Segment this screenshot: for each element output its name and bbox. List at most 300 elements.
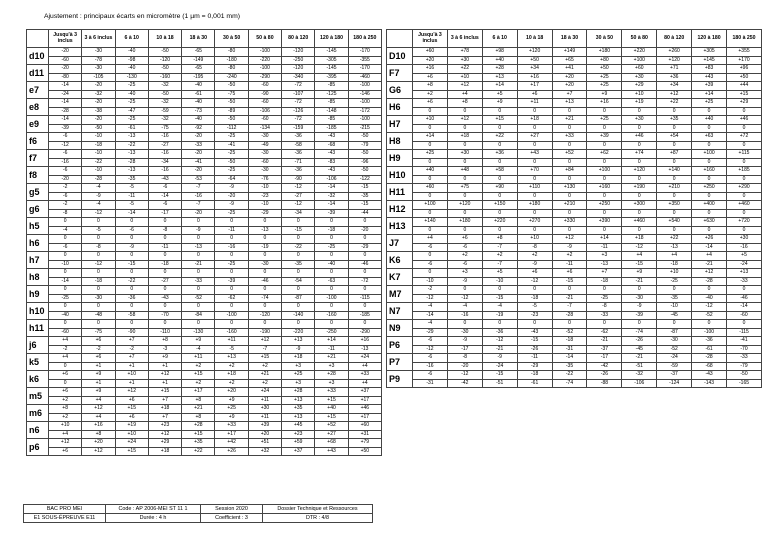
footer-duration: Durée : 4 h [106, 514, 201, 523]
footer-code: Code : AP 2006-MEI ST 11 1 [106, 505, 201, 514]
table-row [387, 337, 762, 346]
lower-deviation-cell: 0 [552, 175, 587, 184]
upper-deviation-cell: +33 [552, 133, 587, 142]
column-header: 3 à 6 inclus [447, 30, 482, 48]
corner-cell [27, 30, 49, 48]
upper-deviation-cell: +24 [115, 439, 148, 448]
lower-deviation-cell: -120 [248, 311, 281, 320]
tolerance-class-label: e7 [27, 82, 49, 99]
lower-deviation-cell: -115 [348, 294, 381, 303]
tolerance-class-label: J7 [387, 235, 413, 252]
lower-deviation-cell: -68 [692, 362, 727, 371]
upper-deviation-cell: -30 [82, 65, 115, 74]
lower-deviation-cell: -19 [482, 311, 517, 320]
lower-deviation-cell: 0 [587, 192, 622, 201]
table-row [27, 328, 382, 337]
lower-deviation-cell: 0 [622, 107, 657, 116]
lower-deviation-cell: -106 [622, 379, 657, 388]
upper-deviation-cell: +46 [727, 116, 762, 125]
upper-deviation-cell: 0 [248, 218, 281, 227]
upper-deviation-cell: +28 [182, 422, 215, 431]
lower-deviation-cell: -43 [148, 175, 181, 184]
lower-deviation-cell: 0 [413, 107, 448, 116]
upper-deviation-cell: +8 [49, 405, 82, 414]
upper-deviation-cell: 0 [447, 320, 482, 329]
upper-deviation-cell: 0 [348, 269, 381, 278]
table-row [387, 362, 762, 371]
tolerance-class-label: h8 [27, 269, 49, 286]
lower-deviation-cell: +30 [622, 73, 657, 82]
upper-deviation-cell: +36 [482, 150, 517, 159]
lower-deviation-cell: -3 [148, 345, 181, 354]
lower-deviation-cell: 0 [482, 124, 517, 133]
footer-row-1 [24, 505, 373, 514]
upper-deviation-cell: -30 [248, 167, 281, 176]
upper-deviation-cell: 0 [315, 218, 348, 227]
upper-deviation-cell: +15 [248, 354, 281, 363]
upper-deviation-cell: +79 [348, 439, 381, 448]
upper-deviation-cell: +26 [692, 235, 727, 244]
upper-deviation-cell: 0 [517, 320, 552, 329]
lower-deviation-cell: -106 [248, 107, 281, 116]
lower-deviation-cell: +9 [215, 396, 248, 405]
upper-deviation-cell: +7 [587, 269, 622, 278]
lower-deviation-cell: -12 [49, 141, 82, 150]
lower-deviation-cell: -68 [315, 141, 348, 150]
table-row [387, 56, 762, 65]
lower-deviation-cell: 0 [727, 124, 762, 133]
lower-deviation-cell: -47 [115, 107, 148, 116]
lower-deviation-cell: -140 [282, 311, 315, 320]
upper-deviation-cell: -14 [727, 303, 762, 312]
upper-deviation-cell: +28 [482, 65, 517, 74]
upper-deviation-cell: +16 [82, 422, 115, 431]
upper-deviation-cell: +8 [447, 99, 482, 108]
lower-deviation-cell: 0 [447, 226, 482, 235]
lower-deviation-cell: -78 [82, 56, 115, 65]
table-row [27, 116, 382, 125]
lower-deviation-cell: 0 [552, 209, 587, 218]
lower-deviation-cell: -25 [215, 260, 248, 269]
lower-deviation-cell: 0 [587, 124, 622, 133]
upper-deviation-cell: 0 [115, 269, 148, 278]
lower-deviation-cell: +6 [413, 73, 448, 82]
lower-deviation-cell: -54 [282, 277, 315, 286]
lower-deviation-cell: +16 [517, 73, 552, 82]
lower-deviation-cell: +13 [282, 413, 315, 422]
lower-deviation-cell: -62 [215, 294, 248, 303]
upper-deviation-cell: +50 [587, 65, 622, 74]
lower-deviation-cell: -395 [315, 73, 348, 82]
lower-deviation-cell: 0 [622, 226, 657, 235]
table-row [27, 73, 382, 82]
lower-deviation-cell: -28 [692, 277, 727, 286]
lower-deviation-cell: 0 [413, 226, 448, 235]
upper-deviation-cell: +17 [517, 82, 552, 91]
lower-deviation-cell: -107 [282, 90, 315, 99]
lower-deviation-cell: -29 [348, 243, 381, 252]
upper-deviation-cell: +8 [148, 337, 181, 346]
lower-deviation-cell: -143 [692, 379, 727, 388]
upper-deviation-cell: -60 [248, 82, 281, 91]
table-row [27, 226, 382, 235]
upper-deviation-cell: +18 [622, 235, 657, 244]
upper-deviation-cell: -7 [182, 184, 215, 193]
upper-deviation-cell: 0 [282, 218, 315, 227]
lower-deviation-cell: -22 [115, 141, 148, 150]
upper-deviation-cell: -4 [447, 303, 482, 312]
lower-deviation-cell: -40 [115, 90, 148, 99]
lower-deviation-cell: +4 [49, 430, 82, 439]
upper-deviation-cell: +20 [215, 388, 248, 397]
column-header: 10 à 18 [148, 30, 181, 48]
table-row [387, 116, 762, 125]
lower-deviation-cell: +9 [215, 413, 248, 422]
lower-deviation-cell: -24 [482, 362, 517, 371]
upper-deviation-cell: -32 [148, 99, 181, 108]
lower-deviation-cell: -6 [413, 243, 448, 252]
tolerance-class-label: P7 [387, 354, 413, 371]
lower-deviation-cell: -35 [115, 175, 148, 184]
lower-deviation-cell: 0 [657, 226, 692, 235]
lower-deviation-cell: +10 [115, 430, 148, 439]
upper-deviation-cell: +63 [692, 133, 727, 142]
upper-deviation-cell: +6 [447, 235, 482, 244]
lower-deviation-cell: -24 [727, 260, 762, 269]
lower-deviation-cell: -74 [622, 328, 657, 337]
lower-deviation-cell: 0 [622, 158, 657, 167]
lower-deviation-cell: -149 [182, 56, 215, 65]
lower-deviation-cell: -165 [727, 379, 762, 388]
upper-deviation-cell: -50 [148, 48, 181, 57]
upper-deviation-cell: -50 [215, 116, 248, 125]
lower-deviation-cell: -20 [49, 175, 82, 184]
table-row [387, 141, 762, 150]
upper-deviation-cell: +460 [727, 201, 762, 210]
upper-deviation-cell: -25 [115, 82, 148, 91]
upper-deviation-cell: -43 [315, 150, 348, 159]
lower-deviation-cell: -250 [282, 56, 315, 65]
lower-deviation-cell: +3 [315, 379, 348, 388]
lower-deviation-cell: -25 [587, 294, 622, 303]
lower-deviation-cell: -15 [115, 260, 148, 269]
footer-dossier: Dossier Technique et Ressources [263, 505, 373, 514]
upper-deviation-cell: +149 [552, 48, 587, 57]
table-row [387, 167, 762, 176]
lower-deviation-cell: +2 [215, 379, 248, 388]
table-row [27, 150, 382, 159]
upper-deviation-cell: -6 [413, 354, 448, 363]
upper-deviation-cell: 0 [248, 269, 281, 278]
upper-deviation-cell: -72 [282, 82, 315, 91]
upper-deviation-cell: 0 [82, 320, 115, 329]
upper-deviation-cell: 0 [248, 303, 281, 312]
table-row [27, 439, 382, 448]
tolerance-class-label: H11 [387, 184, 413, 201]
upper-deviation-cell: -7 [182, 201, 215, 210]
lower-deviation-cell: -8 [148, 226, 181, 235]
table-row [27, 209, 382, 218]
lower-deviation-cell: -125 [315, 90, 348, 99]
upper-deviation-cell: -20 [82, 99, 115, 108]
lower-deviation-cell: -52 [692, 311, 727, 320]
lower-deviation-cell: -16 [182, 192, 215, 201]
lower-deviation-cell: -90 [282, 175, 315, 184]
lower-deviation-cell: -43 [517, 328, 552, 337]
lower-deviation-cell: +6 [115, 413, 148, 422]
lower-deviation-cell: -50 [148, 90, 181, 99]
table-row [27, 192, 382, 201]
upper-deviation-cell: 0 [115, 218, 148, 227]
table-row [27, 107, 382, 116]
upper-deviation-cell: -16 [148, 133, 181, 142]
table-row [27, 99, 382, 108]
lower-deviation-cell: 0 [552, 124, 587, 133]
upper-deviation-cell: -2 [49, 201, 82, 210]
upper-deviation-cell: +59 [282, 439, 315, 448]
upper-deviation-cell: -10 [248, 184, 281, 193]
tolerance-class-label: M7 [387, 286, 413, 303]
table-row [27, 422, 382, 431]
upper-deviation-cell: 0 [482, 320, 517, 329]
lower-deviation-cell: +2 [248, 379, 281, 388]
footer-session: Session 2020 [201, 505, 263, 514]
upper-deviation-cell: +25 [587, 116, 622, 125]
upper-deviation-cell: +100 [413, 201, 448, 210]
lower-deviation-cell: 0 [587, 107, 622, 116]
upper-deviation-cell: 0 [182, 320, 215, 329]
table-row [387, 175, 762, 184]
upper-deviation-cell: -30 [82, 48, 115, 57]
column-header: 18 à 30 [552, 30, 587, 48]
lower-deviation-cell: -39 [49, 124, 82, 133]
table-row [387, 65, 762, 74]
upper-deviation-cell: +180 [517, 201, 552, 210]
table-row [27, 48, 382, 57]
upper-deviation-cell: -37 [657, 371, 692, 380]
upper-deviation-cell: -18 [552, 337, 587, 346]
lower-deviation-cell: -59 [657, 362, 692, 371]
column-header: Jusqu'à 3 inclus [413, 30, 448, 48]
upper-deviation-cell: +30 [248, 405, 281, 414]
upper-deviation-cell: -26 [622, 337, 657, 346]
tolerance-class-label: G6 [387, 82, 413, 99]
upper-deviation-cell: -120 [282, 65, 315, 74]
upper-deviation-cell: +25 [692, 99, 727, 108]
lower-deviation-cell: -12 [413, 345, 448, 354]
upper-deviation-cell: +12 [692, 269, 727, 278]
upper-deviation-cell: +16 [348, 337, 381, 346]
lower-deviation-cell: -4 [49, 226, 82, 235]
lower-deviation-cell: -16 [727, 243, 762, 252]
lower-deviation-cell: -195 [182, 73, 215, 82]
lower-deviation-cell: 0 [482, 226, 517, 235]
upper-deviation-cell: +6 [49, 371, 82, 380]
lower-deviation-cell: -220 [248, 56, 281, 65]
table-row [27, 337, 382, 346]
lower-deviation-cell: 0 [657, 158, 692, 167]
lower-deviation-cell: -74 [248, 294, 281, 303]
lower-deviation-cell: -120 [148, 56, 181, 65]
lower-deviation-cell: -23 [517, 311, 552, 320]
upper-deviation-cell: -20 [182, 133, 215, 142]
upper-deviation-cell: +39 [248, 422, 281, 431]
upper-deviation-cell: +10 [49, 422, 82, 431]
upper-deviation-cell: -60 [248, 99, 281, 108]
page-title: Ajustement : principaux écarts en micromètre (1 µm = 0,001 mm) [44, 13, 240, 20]
upper-deviation-cell: -8 [447, 354, 482, 363]
upper-deviation-cell: -50 [348, 150, 381, 159]
lower-deviation-cell: -7 [248, 345, 281, 354]
lower-deviation-cell: -59 [148, 107, 181, 116]
lower-deviation-cell: -180 [215, 56, 248, 65]
lower-deviation-cell: +26 [215, 447, 248, 456]
tolerance-class-label: d10 [27, 48, 49, 65]
lower-deviation-cell: -49 [248, 141, 281, 150]
lower-deviation-cell: +2 [248, 362, 281, 371]
lower-deviation-cell: 0 [49, 362, 82, 371]
lower-deviation-cell: +15 [315, 396, 348, 405]
upper-deviation-cell: -21 [587, 337, 622, 346]
upper-deviation-cell: -36 [282, 150, 315, 159]
lower-deviation-cell: -220 [282, 328, 315, 337]
upper-deviation-cell: +96 [727, 65, 762, 74]
upper-deviation-cell: +185 [727, 167, 762, 176]
table-row [387, 277, 762, 286]
upper-deviation-cell: +11 [215, 337, 248, 346]
upper-deviation-cell: +58 [482, 167, 517, 176]
lower-deviation-cell: -130 [182, 328, 215, 337]
table-row [27, 124, 382, 133]
upper-deviation-cell: +10 [657, 269, 692, 278]
upper-deviation-cell: +100 [587, 167, 622, 176]
upper-deviation-cell: +60 [413, 48, 448, 57]
tolerance-class-label: d11 [27, 65, 49, 82]
lower-deviation-cell: +65 [552, 56, 587, 65]
upper-deviation-cell: -20 [49, 48, 82, 57]
upper-deviation-cell: +12 [447, 116, 482, 125]
lower-deviation-cell: -250 [315, 328, 348, 337]
table-row [387, 158, 762, 167]
lower-deviation-cell: 0 [517, 124, 552, 133]
upper-deviation-cell: +18 [148, 405, 181, 414]
lower-deviation-cell: +1 [148, 379, 181, 388]
lower-deviation-cell: -6 [115, 226, 148, 235]
lower-deviation-cell: -355 [348, 56, 381, 65]
upper-deviation-cell: +7 [115, 337, 148, 346]
upper-deviation-cell: -100 [348, 99, 381, 108]
upper-deviation-cell: +630 [692, 218, 727, 227]
table-row [27, 82, 382, 91]
upper-deviation-cell: -4 [82, 184, 115, 193]
upper-deviation-cell: 0 [282, 303, 315, 312]
upper-deviation-cell: -85 [315, 99, 348, 108]
upper-deviation-cell: -7 [552, 303, 587, 312]
lower-deviation-cell: -11 [215, 226, 248, 235]
upper-deviation-cell: -14 [49, 99, 82, 108]
lower-deviation-cell: -33 [587, 311, 622, 320]
upper-deviation-cell: 0 [148, 303, 181, 312]
lower-deviation-cell: -12 [447, 294, 482, 303]
upper-deviation-cell: -6 [49, 167, 82, 176]
lower-deviation-cell: +8 [82, 430, 115, 439]
upper-deviation-cell: -9 [215, 201, 248, 210]
upper-deviation-cell: 0 [282, 252, 315, 261]
lower-deviation-cell: -79 [348, 141, 381, 150]
upper-deviation-cell: -4 [482, 303, 517, 312]
upper-deviation-cell: +12 [49, 439, 82, 448]
table-row [387, 260, 762, 269]
tolerance-class-label: H6 [387, 99, 413, 116]
upper-deviation-cell: 0 [315, 320, 348, 329]
upper-deviation-cell: +350 [657, 201, 692, 210]
upper-deviation-cell: -50 [348, 167, 381, 176]
table-row [387, 82, 762, 91]
lower-deviation-cell: +37 [282, 447, 315, 456]
lower-deviation-cell: -38 [82, 107, 115, 116]
lower-deviation-cell: +15 [315, 413, 348, 422]
upper-deviation-cell: +540 [657, 218, 692, 227]
upper-deviation-cell: -30 [248, 133, 281, 142]
upper-deviation-cell: 0 [348, 286, 381, 295]
upper-deviation-cell: +44 [727, 82, 762, 91]
upper-deviation-cell: -6 [49, 133, 82, 142]
lower-deviation-cell: -61 [115, 124, 148, 133]
upper-deviation-cell: 0 [587, 286, 622, 295]
upper-deviation-cell: 0 [82, 218, 115, 227]
upper-deviation-cell: -12 [282, 201, 315, 210]
lower-deviation-cell: +17 [215, 430, 248, 439]
upper-deviation-cell: +25 [413, 150, 448, 159]
lower-deviation-cell: -89 [215, 107, 248, 116]
table-row [387, 107, 762, 116]
lower-deviation-cell: 0 [552, 192, 587, 201]
upper-deviation-cell: +5 [482, 269, 517, 278]
upper-deviation-cell: -43 [692, 371, 727, 380]
lower-deviation-cell: -28 [82, 175, 115, 184]
upper-deviation-cell: +30 [727, 235, 762, 244]
upper-deviation-cell: +2 [447, 252, 482, 261]
upper-deviation-cell: -20 [82, 116, 115, 125]
upper-deviation-cell: +39 [587, 133, 622, 142]
upper-deviation-cell: +9 [82, 388, 115, 397]
lower-deviation-cell: -14 [115, 209, 148, 218]
lower-deviation-cell: -10 [482, 277, 517, 286]
upper-deviation-cell: +130 [552, 184, 587, 193]
upper-deviation-cell: -12 [482, 337, 517, 346]
upper-deviation-cell: -5 [517, 303, 552, 312]
lower-deviation-cell: -5 [215, 345, 248, 354]
upper-deviation-cell: 0 [49, 269, 82, 278]
lower-deviation-cell: -39 [622, 311, 657, 320]
upper-deviation-cell: +33 [348, 371, 381, 380]
lower-deviation-cell: +6 [517, 90, 552, 99]
upper-deviation-cell: -16 [148, 167, 181, 176]
tolerance-class-label: H10 [387, 167, 413, 184]
upper-deviation-cell: +3 [447, 269, 482, 278]
upper-deviation-cell: +11 [182, 354, 215, 363]
upper-deviation-cell: +12 [115, 388, 148, 397]
upper-deviation-cell: +90 [482, 184, 517, 193]
lower-deviation-cell: -28 [552, 311, 587, 320]
upper-deviation-cell: +4 [657, 252, 692, 261]
lower-deviation-cell: -63 [315, 277, 348, 286]
upper-deviation-cell: +22 [657, 99, 692, 108]
lower-deviation-cell: 0 [692, 124, 727, 133]
column-header: 3 à 6 inclus [82, 30, 115, 48]
lower-deviation-cell: +11 [248, 413, 281, 422]
upper-deviation-cell: +24 [348, 354, 381, 363]
